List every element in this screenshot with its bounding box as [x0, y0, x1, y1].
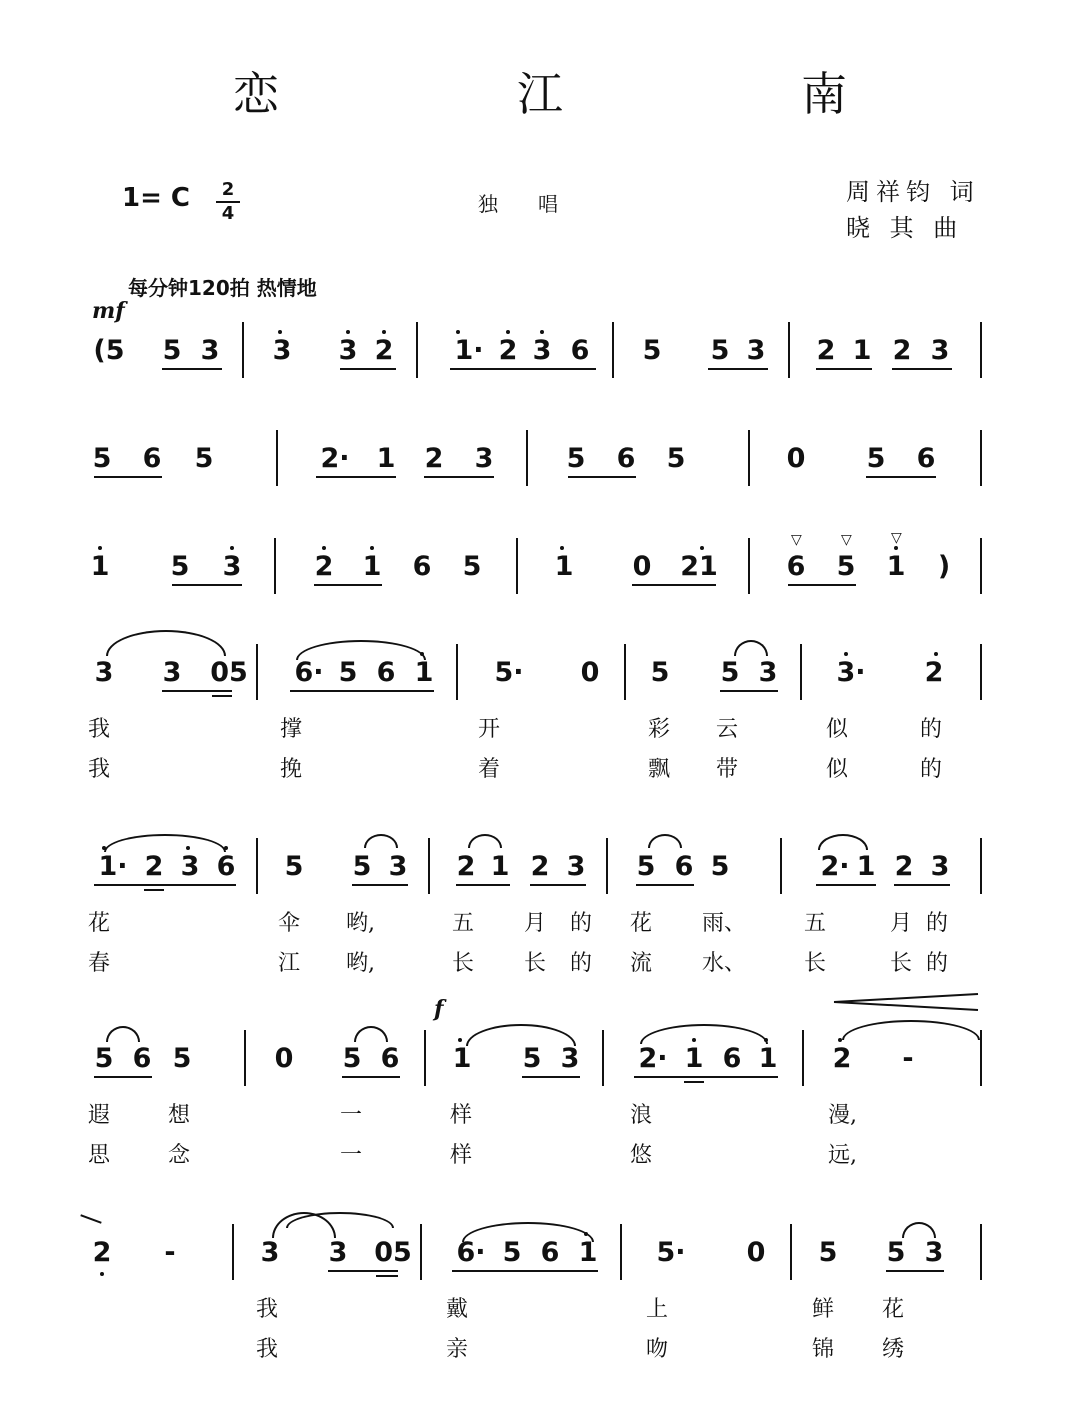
- note: 5: [836, 551, 856, 582]
- note: 5: [866, 443, 886, 474]
- slur: [296, 640, 426, 660]
- lyric: 上: [646, 1297, 669, 1322]
- octave-dot: [844, 652, 848, 656]
- lyric: 云: [716, 717, 739, 742]
- note: 5: [162, 335, 182, 366]
- octave-dot: [370, 546, 374, 550]
- underline-beam: [94, 884, 236, 886]
- underline-beam: [522, 1076, 580, 1078]
- lyric: 水、: [702, 951, 747, 976]
- barline: [980, 838, 982, 894]
- note: 2: [456, 851, 476, 882]
- lyric: 伞: [278, 911, 301, 936]
- note: -: [902, 1043, 914, 1074]
- lyric: 的: [920, 757, 943, 782]
- note: 3: [260, 1237, 280, 1268]
- underline-beam: [290, 690, 434, 692]
- underline-beam: [340, 368, 396, 370]
- note: 6: [722, 1043, 742, 1074]
- note: 3: [924, 1237, 944, 1268]
- note: 5: [338, 657, 358, 688]
- performance-style: 独唱: [478, 192, 598, 216]
- barline: [780, 838, 782, 894]
- lyric: 花: [882, 1297, 905, 1322]
- note: 5: [94, 1043, 114, 1074]
- note: 6: [376, 657, 396, 688]
- note: 1: [90, 551, 110, 582]
- underline-beam: [212, 695, 232, 697]
- slur: [106, 630, 226, 656]
- barline: [980, 322, 982, 378]
- note: 2: [832, 1043, 852, 1074]
- lyric: 的: [570, 911, 593, 936]
- note: 6: [216, 851, 236, 882]
- note: 6: [132, 1043, 152, 1074]
- note: 3: [272, 335, 292, 366]
- tempo-marking: 每分钟120拍 热情地: [128, 276, 317, 300]
- note: 2: [92, 1237, 112, 1268]
- lyric: 雨、: [702, 911, 747, 936]
- note: 3: [474, 443, 494, 474]
- lyric: 撑: [280, 717, 303, 742]
- note: 3·: [836, 657, 866, 688]
- lyric: 开: [478, 717, 501, 742]
- note: 1: [376, 443, 396, 474]
- lyric: 带: [716, 757, 739, 782]
- note: 5: [352, 851, 372, 882]
- lyric: 亲: [446, 1337, 469, 1362]
- barline: [526, 430, 528, 486]
- lyric: 五: [452, 911, 475, 936]
- lyric: 月: [524, 911, 547, 936]
- note: 3: [200, 335, 220, 366]
- note: 5: [642, 335, 662, 366]
- dynamic-f: f: [434, 996, 444, 1022]
- note: 21: [680, 551, 718, 582]
- underline-beam: [452, 1270, 598, 1272]
- barline: [428, 838, 430, 894]
- note: 5·: [494, 657, 524, 688]
- note: 5: [522, 1043, 542, 1074]
- lyric: 五: [804, 911, 827, 936]
- note: 5·: [656, 1237, 686, 1268]
- slur: [842, 1020, 980, 1040]
- barline: [516, 538, 518, 594]
- note: 3: [566, 851, 586, 882]
- note: 6: [380, 1043, 400, 1074]
- barline: [232, 1224, 234, 1280]
- lyric: 似: [826, 717, 849, 742]
- note: 5: [636, 851, 656, 882]
- lyric: 吻: [646, 1337, 669, 1362]
- lyric: 悠: [630, 1143, 653, 1168]
- lyric: 遐: [88, 1103, 111, 1128]
- underline-beam: [568, 476, 636, 478]
- octave-dot: [540, 330, 544, 334]
- lyric: 鲜: [812, 1297, 835, 1322]
- note: 1·: [98, 851, 128, 882]
- note: 6·: [294, 657, 324, 688]
- slur: [466, 1024, 576, 1046]
- slur: [818, 834, 868, 850]
- crescendo-hairpin: [832, 990, 982, 1020]
- octave-dot: [382, 330, 386, 334]
- underline-beam: [894, 884, 950, 886]
- note: 6: [786, 551, 806, 582]
- barline: [980, 1224, 982, 1280]
- lyric: 一: [340, 1143, 363, 1168]
- barline: [612, 322, 614, 378]
- octave-dot: [98, 546, 102, 550]
- octave-dot: [458, 1038, 462, 1042]
- lyric: 月: [890, 911, 913, 936]
- barline: [416, 322, 418, 378]
- note: 5: [502, 1237, 522, 1268]
- note: 2: [924, 657, 944, 688]
- note: 5: [720, 657, 740, 688]
- note: 2·: [638, 1043, 668, 1074]
- underline-beam: [866, 476, 936, 478]
- lyric: 绣: [882, 1337, 905, 1362]
- note: 6: [916, 443, 936, 474]
- lyric: 样: [450, 1143, 473, 1168]
- note: 5: [710, 335, 730, 366]
- note: 05: [374, 1237, 412, 1268]
- note: 0: [632, 551, 652, 582]
- note: 2: [144, 851, 164, 882]
- lyric: 长: [452, 951, 475, 976]
- underline-beam: [456, 884, 510, 886]
- note: 5: [194, 443, 214, 474]
- note: 2: [314, 551, 334, 582]
- time-sig-bottom: 4: [221, 203, 235, 224]
- key-signature: 1= C: [122, 183, 191, 213]
- lyric: 哟,: [346, 951, 375, 976]
- note: 1: [554, 551, 574, 582]
- note: 1: [886, 551, 906, 582]
- underline-beam: [342, 1076, 400, 1078]
- underline-beam: [816, 368, 872, 370]
- underline-beam: [636, 884, 694, 886]
- underline-beam: [530, 884, 586, 886]
- slur: [468, 834, 502, 848]
- barline: [748, 430, 750, 486]
- note: 1: [684, 1043, 704, 1074]
- staccato-mark: ▽: [891, 530, 902, 546]
- note: ): [937, 551, 951, 582]
- barline: [788, 322, 790, 378]
- note: 2: [530, 851, 550, 882]
- underline-beam: [632, 584, 716, 586]
- lyricist-credit: 周祥钧 词: [846, 178, 980, 206]
- note: 0: [274, 1043, 294, 1074]
- note: 5: [566, 443, 586, 474]
- underline-beam: [720, 690, 778, 692]
- note: 5: [462, 551, 482, 582]
- note: 2·: [820, 851, 850, 882]
- note: 3: [930, 335, 950, 366]
- underline-beam: [450, 368, 596, 370]
- octave-dot: [230, 546, 234, 550]
- note: 3: [532, 335, 552, 366]
- underline-beam: [94, 476, 162, 478]
- note: 05: [210, 657, 248, 688]
- lyric: 思: [88, 1143, 111, 1168]
- lyric: 漫,: [828, 1103, 857, 1128]
- underline-beam: [684, 1081, 704, 1083]
- octave-dot: [456, 330, 460, 334]
- time-signature: [216, 180, 240, 224]
- underline-beam: [314, 584, 382, 586]
- barline: [790, 1224, 792, 1280]
- lyric: 江: [278, 951, 301, 976]
- note: 2: [374, 335, 394, 366]
- lyric: 长: [890, 951, 913, 976]
- octave-dot: [506, 330, 510, 334]
- underline-beam: [172, 584, 242, 586]
- slur: [364, 834, 398, 848]
- octave-dot: [560, 546, 564, 550]
- note: 1: [414, 657, 434, 688]
- lyric: 花: [88, 911, 111, 936]
- song-title: 恋 江 南: [233, 67, 943, 121]
- note: 3: [560, 1043, 580, 1074]
- lyric: 锦: [812, 1337, 835, 1362]
- note: 3: [930, 851, 950, 882]
- note: 1: [578, 1237, 598, 1268]
- barline: [980, 1030, 982, 1086]
- underline-beam: [144, 889, 164, 891]
- octave-dot: [100, 1272, 104, 1276]
- underline-beam: [708, 368, 768, 370]
- underline-beam: [816, 884, 876, 886]
- note: 5: [172, 1043, 192, 1074]
- note: 6: [412, 551, 432, 582]
- note: 1: [856, 851, 876, 882]
- note: 1: [852, 335, 872, 366]
- note: 0: [786, 443, 806, 474]
- barline: [276, 430, 278, 486]
- barline: [244, 1030, 246, 1086]
- lyric: 挽: [280, 757, 303, 782]
- underline-beam: [892, 368, 952, 370]
- note: (5: [93, 335, 125, 366]
- barline: [456, 644, 458, 700]
- note: 6: [570, 335, 590, 366]
- lyric: 我: [88, 717, 111, 742]
- octave-dot: [934, 652, 938, 656]
- note: 2: [424, 443, 444, 474]
- note: 1: [490, 851, 510, 882]
- slur: [106, 1026, 140, 1042]
- note: 6: [674, 851, 694, 882]
- barline: [748, 538, 750, 594]
- underline-beam: [352, 884, 408, 886]
- note: 5: [818, 1237, 838, 1268]
- slur: [104, 834, 226, 852]
- underline-beam: [94, 1076, 152, 1078]
- note: 6: [616, 443, 636, 474]
- barline: [424, 1030, 426, 1086]
- lyric: 彩: [648, 717, 671, 742]
- lyric: 春: [88, 951, 111, 976]
- barline: [242, 322, 244, 378]
- staccato-mark: ▽: [791, 532, 802, 548]
- underline-beam: [316, 476, 396, 478]
- tie-end: [80, 1214, 101, 1223]
- lyric: 我: [88, 757, 111, 782]
- dynamic-mf: mf: [92, 298, 125, 324]
- barline: [602, 1030, 604, 1086]
- lyric: 流: [630, 951, 653, 976]
- note: 2: [892, 335, 912, 366]
- note: -: [164, 1237, 176, 1268]
- barline: [256, 644, 258, 700]
- lyric: 浪: [630, 1103, 653, 1128]
- note: 5: [666, 443, 686, 474]
- barline: [980, 644, 982, 700]
- note: 1: [362, 551, 382, 582]
- lyric: 我: [256, 1337, 279, 1362]
- note: 1: [452, 1043, 472, 1074]
- lyric: 长: [804, 951, 827, 976]
- octave-dot: [700, 546, 704, 550]
- barline: [620, 1224, 622, 1280]
- note: 6: [540, 1237, 560, 1268]
- slur: [648, 834, 682, 848]
- underline-beam: [886, 1270, 944, 1272]
- barline: [980, 430, 982, 486]
- underline-beam: [328, 1270, 398, 1272]
- note: 5: [92, 443, 112, 474]
- note: 0: [580, 657, 600, 688]
- note: 3: [328, 1237, 348, 1268]
- lyric: 似: [826, 757, 849, 782]
- barline: [802, 1030, 804, 1086]
- note: 3: [746, 335, 766, 366]
- note: 0: [746, 1237, 766, 1268]
- note: 3: [180, 851, 200, 882]
- note: 3: [758, 657, 778, 688]
- lyric: 远,: [828, 1143, 857, 1168]
- underline-beam: [162, 690, 232, 692]
- barline: [606, 838, 608, 894]
- slur: [902, 1222, 936, 1238]
- note: 2: [894, 851, 914, 882]
- slur: [640, 1024, 768, 1044]
- barline: [420, 1224, 422, 1280]
- barline: [980, 538, 982, 594]
- octave-dot: [346, 330, 350, 334]
- lyric: 的: [926, 951, 949, 976]
- lyric: 哟,: [346, 911, 375, 936]
- lyric: 长: [524, 951, 547, 976]
- octave-dot: [894, 546, 898, 550]
- barline: [800, 644, 802, 700]
- slur: [734, 640, 768, 656]
- note: 6: [142, 443, 162, 474]
- octave-dot: [322, 546, 326, 550]
- note: 5: [170, 551, 190, 582]
- time-sig-top: 2: [221, 179, 235, 200]
- underline-beam: [376, 1275, 398, 1277]
- note: 2: [498, 335, 518, 366]
- note: 1: [758, 1043, 778, 1074]
- note: 3: [94, 657, 114, 688]
- underline-beam: [634, 1076, 778, 1078]
- lyric: 一: [340, 1103, 363, 1128]
- barline: [256, 838, 258, 894]
- lyric: 戴: [446, 1297, 469, 1322]
- lyric: 花: [630, 911, 653, 936]
- note: 5: [650, 657, 670, 688]
- underline-beam: [788, 584, 856, 586]
- note: 5: [710, 851, 730, 882]
- note: 3: [338, 335, 358, 366]
- lyric: 我: [256, 1297, 279, 1322]
- note: 3: [388, 851, 408, 882]
- slur: [354, 1026, 388, 1042]
- note: 2: [816, 335, 836, 366]
- underline-beam: [424, 476, 494, 478]
- note: 5: [284, 851, 304, 882]
- lyric: 想: [168, 1103, 191, 1128]
- lyric: 念: [168, 1143, 191, 1168]
- lyric: 的: [926, 911, 949, 936]
- slur: [462, 1222, 594, 1242]
- note: 6·: [456, 1237, 486, 1268]
- lyric: 着: [478, 757, 501, 782]
- note: 5: [342, 1043, 362, 1074]
- octave-dot: [278, 330, 282, 334]
- barline: [274, 538, 276, 594]
- note: 1·: [454, 335, 484, 366]
- lyric: 样: [450, 1103, 473, 1128]
- staccato-mark: ▽: [841, 532, 852, 548]
- lyric: 飘: [648, 757, 671, 782]
- note: 2·: [320, 443, 350, 474]
- composer-credit: 晓 其 曲: [846, 214, 964, 242]
- note: 5: [886, 1237, 906, 1268]
- underline-beam: [162, 368, 222, 370]
- note: 3: [162, 657, 182, 688]
- barline: [624, 644, 626, 700]
- lyric: 的: [920, 717, 943, 742]
- lyric: 的: [570, 951, 593, 976]
- note: 3: [222, 551, 242, 582]
